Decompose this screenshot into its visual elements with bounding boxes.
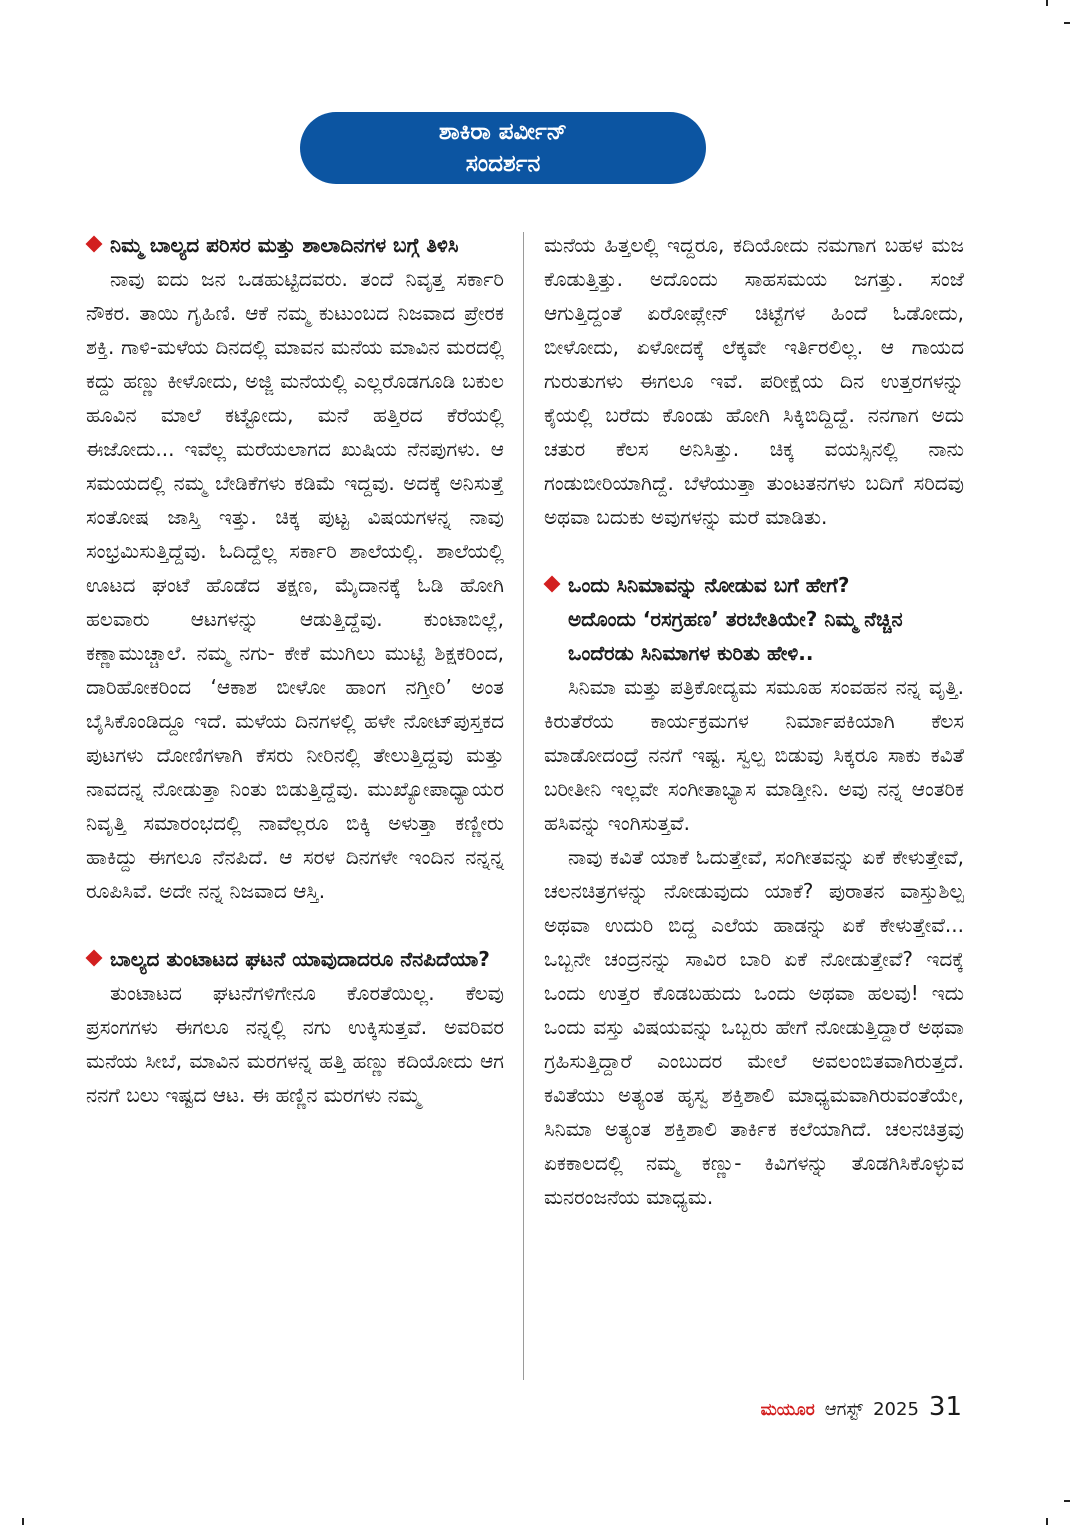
- answer-1: ನಾವು ಐದು ಜನ ಒಡಹುಟ್ಟಿದವರು. ತಂದೆ ನಿವೃತ್ತ ಸರ್ಕಾರಿ ನೌಕರ. ತಾಯಿ ಗೃಹಿಣಿ. ಆಕೆ ನಮ್ಮ ಕುಟುಂಬದ ನಿಜವಾದ ಪ್ರೇರಕ ಶಕ್ತಿ. ಗಾಳಿ-ಮಳೆಯ ದಿನದಲ್ಲಿ ಮಾವನ ಮನೆಯ ಮಾವಿನ ಮರದಲ್ಲಿ ಕದ್ದು ಹಣ್ಣು ಕೀಳೋದು, ಅಜ್ಜಿ ಮನೆಯಲ್ಲಿ ಎಲ್ಲರೊಡಗೂಡಿ ಬಕುಲ ಹೂವಿನ ಮಾಲೆ ಕಟ್ಟೋದು, ಮನೆ ಹತ್ತಿರದ ಕೆರೆಯಲ್ಲಿ ಈಜೋದು... ಇವೆಲ್ಲ ಮರೆಯಲಾಗದ ಖುಷಿಯ ನೆನಪುಗಳು. ಆ ಸಮಯದಲ್ಲಿ ನಮ್ಮ ಬೇಡಿಕೆಗಳು ಕಡಿಮೆ ಇದ್ದವು. ಅದಕ್ಕೆ ಅನಿಸುತ್ತೆ ಸಂತೋಷ ಜಾಸ್ತಿ ಇತ್ತು. ಚಿಕ್ಕ ಪುಟ್ಟ ವಿಷಯಗಳನ್ನ ನಾವು ಸಂಭ್ರಮಿಸುತ್ತಿದ್ದೆವು. ಓದಿದ್ದೆಲ್ಲ ಸರ್ಕಾರಿ ಶಾಲೆಯಲ್ಲಿ. ಶಾಲೆಯಲ್ಲಿ ಊಟದ ಘಂಟೆ ಹೊಡೆದ ತಕ್ಷಣ, ಮೈದಾನಕ್ಕೆ ಓಡಿ ಹೋಗಿ ಹಲವಾರು ಆಟಗಳನ್ನು ಆಡುತ್ತಿದ್ದೆವು. ಕುಂಟಾಬಿಲ್ಲೆ, ಕಣ್ಣಾಮುಚ್ಚಾಲೆ. ನಮ್ಮ ನಗು- ಕೇಕೆ ಮುಗಿಲು ಮುಟ್ಟಿ ಶಿಕ್ಷಕರಿಂದ, ದಾರಿಹೋಕರಿಂದ ‘ಆಕಾಶ ಬೀಳೋ ಹಾಂಗ ನಗ್ತೀರಿ’ ಅಂತ ಬೈಸಿಕೊಂಡಿದ್ದೂ ಇದೆ. ಮಳೆಯ ದಿನಗಳಲ್ಲಿ ಹಳೇ ನೋಟ್‌ಪುಸ್ತಕದ ಪುಟಗಳು ದೋಣಿಗಳಾಗಿ ಕೆಸರು ನೀರಿನಲ್ಲಿ ತೇಲುತ್ತಿದ್ದವು ಮತ್ತು ನಾವದನ್ನ ನೋಡುತ್ತಾ ನಿಂತು ಬಿಡುತ್ತಿದ್ದೆವು. ಮುಖ್ಯೋಪಾಧ್ಯಾಯರ ನಿವೃತ್ತಿ ಸಮಾರಂಭದಲ್ಲಿ ನಾವೆಲ್ಲರೂ ಬಿಕ್ಕಿ ಅಳುತ್ತಾ ಕಣ್ಣೀರು ಹಾಕಿದ್ದು ಈಗಲೂ ನೆನಪಿದೆ. ಆ ಸರಳ ದಿನಗಳೇ ಇಂದಿನ ನನ್ನನ್ನ ರೂಪಿಸಿವೆ. ಅದೇ ನನ್ನ ನಿಜವಾದ ಆಸ್ತಿ.: [86, 267, 504, 903]
- diamond-bullet-icon: [544, 576, 561, 593]
- answer-3-paragraph-1: ಸಿನಿಮಾ ಮತ್ತು ಪತ್ರಿಕೋದ್ಯಮ ಸಮೂಹ ಸಂವಹನ ನನ್ನ ವೃತ್ತಿ. ಕಿರುತೆರೆಯ ಕಾರ್ಯಕ್ರಮಗಳ ನಿರ್ಮಾಪಕಿಯಾಗಿ ಕೆಲಸ ಮಾಡೋದಂದ್ರೆ ನನಗೆ ಇಷ್ಟ. ಸ್ವಲ್ಪ ಬಿಡುವು ಸಿಕ್ಕರೂ ಸಾಕು ಕವಿತೆ ಬರೀತೀನಿ ಇಲ್ಲವೇ ಸಂಗೀತಾಭ್ಯಾಸ ಮಾಡ್ತೀನಿ. ಅವು ನನ್ನ ಆಂತರಿಕ ಹಸಿವನ್ನು ಇಂಗಿಸುತ್ತವೆ.: [544, 675, 964, 835]
- issue-month: ಆಗಸ್ಟ್: [824, 1399, 864, 1420]
- right-column: [544, 228, 964, 1214]
- crop-mark-bottom-left: [22, 1518, 24, 1525]
- author-name: ಶಾಕಿರಾ ಪರ್ವೀನ್: [438, 119, 568, 145]
- crop-mark-bottom-right: [1046, 1518, 1048, 1525]
- answer-2-part-1: ತುಂಟಾಟದ ಘಟನೆಗಳಿಗೇನೂ ಕೊರತೆಯಿಲ್ಲ. ಕೆಲವು ಪ್ರಸಂಗಗಳು ಈಗಲೂ ನನ್ನಲ್ಲಿ ನಗು ಉಕ್ಕಿಸುತ್ತವೆ. ಅವರಿವರ ಮನೆಯ ಸೀಬೆ, ಮಾವಿನ ಮರಗಳನ್ನ ಹತ್ತಿ ಹಣ್ಣು ಕದಿಯೋದು ಆಗ ನನಗೆ ಬಲು ಇಷ್ಟದ ಆಟ. ಈ ಹಣ್ಣಿನ ಮರಗಳು ನಮ್ಮ: [86, 981, 504, 1107]
- magazine-logo: ಮಯೂರ: [760, 1400, 815, 1420]
- diamond-bullet-icon: [86, 950, 103, 967]
- question-1: ನಿಮ್ಮ ಬಾಲ್ಯದ ಪರಿಸರ ಮತ್ತು ಶಾಲಾದಿನಗಳ ಬಗ್ಗೆ ತಿಳಿಸಿ: [86, 228, 504, 262]
- crop-mark-right-top: [1064, 22, 1070, 24]
- answer-2-part-2: ಮನೆಯ ಹಿತ್ತಲಲ್ಲಿ ಇದ್ದರೂ, ಕದಿಯೋದು ನಮಗಾಗ ಬಹಳ ಮಜ ಕೊಡುತ್ತಿತ್ತು. ಅದೊಂದು ಸಾಹಸಮಯ ಜಗತ್ತು. ಸಂಜೆ ಆಗುತ್ತಿದ್ದಂತೆ ಏರೋಪ್ಲೇನ್ ಚಿಟ್ಟೆಗಳ ಹಿಂದೆ ಓಡೋದು, ಬೀಳೋದು, ಏಳೋದಕ್ಕೆ ಲೆಕ್ಕವೇ ಇರ್ತಿರಲಿಲ್ಲ. ಆ ಗಾಯದ ಗುರುತುಗಳು ಈಗಲೂ ಇವೆ. ಪರೀಕ್ಷೆಯ ದಿನ ಉತ್ತರಗಳನ್ನು ಕೈಯಲ್ಲಿ ಬರೆದು ಕೊಂಡು ಹೋಗಿ ಸಿಕ್ಕಿಬಿದ್ದಿದ್ದೆ. ನನಗಾಗ ಅದು ಚತುರ ಕೆಲಸ ಅನಿಸಿತ್ತು. ಚಿಕ್ಕ ವಯಸ್ಸಿನಲ್ಲಿ ನಾನು ಗಂಡುಬೀರಿಯಾಗಿದ್ದೆ. ಬೆಳೆಯುತ್ತಾ ತುಂಟತನಗಳು ಬದಿಗೆ ಸರಿದವು ಅಥವಾ ಬದುಕು ಅವುಗಳನ್ನು ಮರೆ ಮಾಡಿತು.: [544, 233, 964, 529]
- column-divider: [523, 232, 524, 1380]
- diamond-bullet-icon: [86, 236, 103, 253]
- article-kind: ಸಂದರ್ಶನ: [465, 151, 541, 177]
- question-3: ಒಂದು ಸಿನಿಮಾವನ್ನು ನೋಡುವ ಬಗೆ ಹೇಗೆ? ಅದೊಂದು ‘ರಸಗ್ರಹಣ’ ತರಬೇತಿಯೇ? ನಿಮ್ಮ ನೆಚ್ಚಿನ ಒಂದೆರಡು ಸಿನಿಮಾಗಳ ಕುರಿತು ಹೇಳಿ..: [544, 568, 964, 670]
- left-column: [86, 228, 504, 1112]
- issue-year: 2025: [873, 1399, 919, 1420]
- page-footer: [761, 1392, 962, 1422]
- answer-3-paragraph-2: ನಾವು ಕವಿತೆ ಯಾಕೆ ಓದುತ್ತೇವೆ, ಸಂಗೀತವನ್ನು ಏಕೆ ಕೇಳುತ್ತೇವೆ, ಚಲನಚಿತ್ರಗಳನ್ನು ನೋಡುವುದು ಯಾಕೆ? ಪುರಾತನ ವಾಸ್ತುಶಿಲ್ಪ ಅಥವಾ ಉದುರಿ ಬಿದ್ದ ಎಲೆಯ ಹಾಡನ್ನು ಏಕೆ ಕೇಳುತ್ತೇವೆ... ಒಬ್ಬನೇ ಚಂದ್ರನನ್ನು ಸಾವಿರ ಬಾರಿ ಏಕೆ ನೋಡುತ್ತೇವೆ? ಇದಕ್ಕೆ ಒಂದು ಉತ್ತರ ಕೊಡಬಹುದು ಒಂದು ಅಥವಾ ಹಲವು! ಇದು ಒಂದು ವಸ್ತು ವಿಷಯವನ್ನು ಒಬ್ಬರು ಹೇಗೆ ನೋಡುತ್ತಿದ್ದಾರೆ ಅಥವಾ ಗ್ರಹಿಸುತ್ತಿದ್ದಾರೆ ಎಂಬುದರ ಮೇಲೆ ಅವಲಂಬಿತವಾಗಿರುತ್ತದೆ. ಕವಿತೆಯು ಅತ್ಯಂತ ಹೃಸ್ವ ಶಕ್ತಿಶಾಲಿ ಮಾಧ್ಯಮವಾಗಿರುವಂತೆಯೇ, ಸಿನಿಮಾ ಅತ್ಯಂತ ಶಕ್ತಿಶಾಲಿ ತಾರ್ಕಿಕ ಕಲೆಯಾಗಿದೆ. ಚಲನಚಿತ್ರವು ಏಕಕಾಲದಲ್ಲಿ ನಮ್ಮ ಕಣ್ಣು- ಕಿವಿಗಳನ್ನು ತೊಡಗಿಸಿಕೊಳ್ಳುವ ಮನರಂಜನೆಯ ಮಾಧ್ಯಮ.: [544, 845, 964, 1209]
- page-number: 31: [928, 1392, 962, 1422]
- crop-mark-top-right: [1046, 0, 1048, 6]
- crop-mark-right-bottom: [1064, 1500, 1070, 1502]
- title-banner: [300, 112, 706, 184]
- question-2: ಬಾಲ್ಯದ ತುಂಟಾಟದ ಘಟನೆ ಯಾವುದಾದರೂ ನೆನಪಿದೆಯಾ?: [86, 942, 504, 976]
